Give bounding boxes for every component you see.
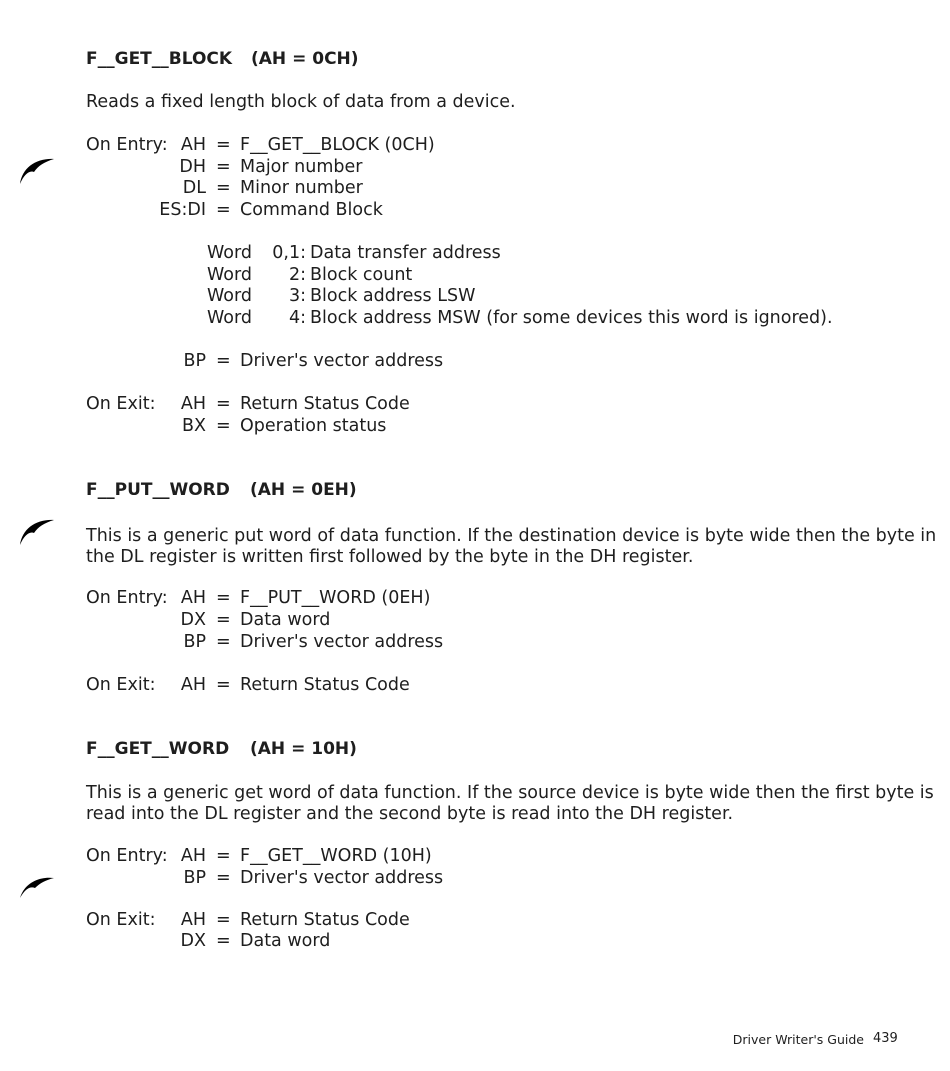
description-line: read into the DL register and the second byte is read into the DH register. [86,804,734,824]
register-value: Driver's vector address [240,632,444,652]
equals-sign: = [216,588,231,608]
command-word-description: Block address LSW [310,286,476,306]
equals-sign: = [216,351,231,371]
function-code: (AH = 0EH) [250,480,357,500]
page-number: 439 [873,1031,898,1046]
register-name: BP [183,351,206,371]
register-value: F__GET__BLOCK (0CH) [240,135,435,155]
section-title: F__GET__WORD [86,739,230,759]
command-word-description: Block address MSW (for some devices this word is ignored). [310,308,833,328]
equals-sign: = [216,610,231,630]
register-name: DL [182,178,206,198]
on-entry-label: On Entry: [86,135,168,155]
section-title: F__PUT__WORD [86,480,230,500]
equals-sign: = [216,200,231,220]
description-line: This is a generic put word of data function. If the destination device is byte wide then the byte in [86,526,937,546]
command-word-number: 0,1: [272,243,306,263]
equals-sign: = [216,846,231,866]
equals-sign: = [216,416,231,436]
command-word-description: Data transfer address [310,243,501,263]
description-line: This is a generic get word of data function. If the source device is byte wide then the first byte is [86,783,934,803]
register-value: Major number [240,157,363,177]
register-name: BX [182,416,206,436]
register-name: ES:DI [159,200,206,220]
equals-sign: = [216,394,231,414]
register-value: Return Status Code [240,394,410,414]
register-value: Command Block [240,200,383,220]
register-value: Driver's vector address [240,351,444,371]
equals-sign: = [216,135,231,155]
on-exit-label: On Exit: [86,910,156,930]
margin-mark-icon [18,156,56,186]
register-name: AH [180,910,206,930]
register-value: F__PUT__WORD (0EH) [240,588,431,608]
register-name: AH [180,394,206,414]
register-name: DH [179,157,206,177]
equals-sign: = [216,910,231,930]
register-value: Operation status [240,416,387,436]
description-line: the DL register is written first followed by the byte in the DH register. [86,547,694,567]
register-value: Return Status Code [240,675,410,695]
margin-mark-icon [18,517,56,547]
register-value: F__GET__WORD (10H) [240,846,432,866]
register-name: AH [180,846,206,866]
footer-title: Driver Writer's Guide [732,1032,864,1047]
equals-sign: = [216,931,231,951]
command-word-number: 4: [288,308,306,328]
register-name: BP [183,632,206,652]
command-word-label: Word [207,286,252,306]
equals-sign: = [216,157,231,177]
function-code: (AH = 10H) [250,739,357,759]
on-exit-label: On Exit: [86,394,156,414]
equals-sign: = [216,675,231,695]
register-value: Return Status Code [240,910,410,930]
section-description [86,783,934,825]
on-exit-label: On Exit: [86,675,156,695]
command-word-label: Word [207,308,252,328]
equals-sign: = [216,178,231,198]
equals-sign: = [216,868,231,888]
equals-sign: = [216,632,231,652]
register-value: Data word [240,610,331,630]
command-word-label: Word [207,265,252,285]
register-name: DX [180,610,206,630]
register-value: Driver's vector address [240,868,444,888]
section-description [86,526,937,568]
command-word-number: 3: [288,286,306,306]
margin-mark-icon [18,874,56,900]
section-title: F__GET__BLOCK [86,49,233,69]
on-entry-label: On Entry: [86,846,168,866]
register-name: AH [180,588,206,608]
register-name: BP [183,868,206,888]
on-entry-label: On Entry: [86,588,168,608]
register-name: AH [180,675,206,695]
function-code: (AH = 0CH) [251,49,359,69]
section-description [86,92,891,113]
description-line: Reads a fixed length block of data from a device. [86,92,516,112]
register-value: Minor number [240,178,363,198]
register-name: AH [180,135,206,155]
register-value: Data word [240,931,331,951]
command-word-label: Word [207,243,252,263]
register-name: DX [180,931,206,951]
command-word-number: 2: [288,265,306,285]
command-word-description: Block count [310,265,413,285]
